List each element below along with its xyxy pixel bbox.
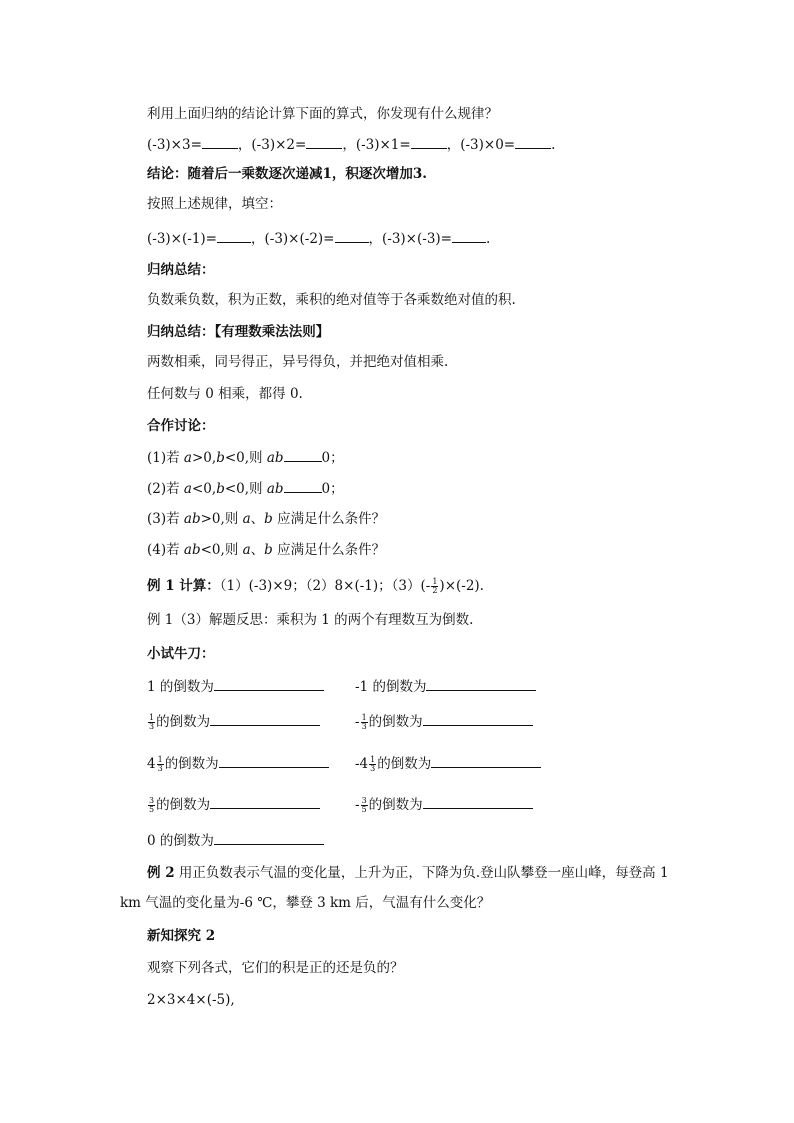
question-3: (3)若 ab>0,则 a、b 应满足什么条件？ — [147, 511, 386, 527]
recip-row-3: 4 $\frac{1}{3}$ 的倒数为 — [147, 753, 329, 774]
expr: (-3)×(-3)= — [382, 231, 452, 247]
answer-blank[interactable] — [284, 478, 322, 493]
answer-blank[interactable] — [214, 830, 324, 845]
answer-blank[interactable] — [202, 134, 238, 149]
fraction: $\frac{3}{5}$ — [149, 796, 155, 814]
conclusion: 结论：随着后一乘数逐次递减1，积逐次增加3. — [147, 166, 427, 182]
question-4: (4)若 ab<0,则 a、b 应满足什么条件？ — [147, 542, 386, 558]
fraction: $\frac{3}{5}$ — [361, 796, 367, 814]
answer-blank[interactable] — [219, 753, 329, 768]
question-1: (1)若 a>0,b<0,则 ab 0； — [147, 447, 344, 468]
exprs1-line: (-3)×3= ，(-3)×2= ，(-3)×1= ，(-3)×0= . — [147, 134, 555, 155]
discuss-title: 合作讨论： — [147, 418, 215, 434]
explore-question: 观察下列各式，它们的积是正的还是负的？ — [147, 960, 404, 976]
recip-row-4: $\frac{3}{5}$ 的倒数为 — [147, 794, 320, 815]
intro-text: 利用上面归纳的结论计算下面的算式，你发现有什么规律？ — [147, 106, 498, 122]
summary1-text: 负数乘负数，积为正数，乘积的绝对值等于各乘数绝对值的积. — [147, 292, 516, 308]
example-2: 例 2 用正负数表示气温的变化量，上升为正，下降为负.登山队攀登一座山峰，每登高 1 km 气温的变化量为-6 ℃，攀登 3 km 后，气温有什么变化？ — [120, 865, 669, 911]
answer-blank[interactable] — [210, 794, 320, 809]
recip-row-3b: -4 $\frac{1}{3}$ 的倒数为 — [355, 753, 541, 774]
fraction: $\frac{1}{3}$ — [157, 755, 163, 773]
exprs2-line: (-3)×(-1)= ，(-3)×(-2)= ，(-3)×(-3)= . — [147, 228, 490, 249]
expr: (-3)×(-1)= — [147, 231, 217, 247]
fill-prompt: 按照上述规律，填空： — [147, 196, 282, 212]
example-1-reflection: 例 1（3）解题反思：乘积为 1 的两个有理数互为倒数. — [147, 612, 474, 628]
recip-row-1: 1 的倒数为 — [147, 676, 324, 697]
explore-title: 新知探究 2 — [147, 928, 216, 944]
answer-blank[interactable] — [411, 134, 447, 149]
try-title: 小试牛刀： — [147, 646, 215, 662]
answer-blank[interactable] — [423, 711, 533, 726]
expr: (-3)×3= — [147, 137, 202, 153]
expr: (-3)×0= — [460, 137, 516, 153]
recip-row-2b: - $\frac{1}{3}$ 的倒数为 — [355, 711, 533, 732]
expr: (-3)×2= — [251, 137, 307, 153]
answer-blank[interactable] — [515, 134, 551, 149]
answer-blank[interactable] — [335, 228, 369, 243]
answer-blank[interactable] — [423, 794, 533, 809]
expr: (-3)×(-2)= — [264, 231, 335, 247]
summary2-title: 归纳总结：【有理数乘法法则】 — [147, 324, 330, 340]
question-2: (2)若 a<0,b<0,则 ab 0； — [147, 478, 344, 499]
fraction: $\frac{1}{2}$ — [432, 577, 438, 595]
example-1: 例 1 计算：（1）(-3)×9；（2）8×(-1)；（3）(- $\frac{1}{2}$ )×(-2). — [147, 577, 484, 595]
recip-row-4b: - $\frac{3}{5}$ 的倒数为 — [355, 794, 533, 815]
answer-blank[interactable] — [426, 676, 536, 691]
fraction: $\frac{1}{3}$ — [361, 713, 367, 731]
fraction: $\frac{1}{3}$ — [370, 755, 376, 773]
answer-blank[interactable] — [214, 676, 324, 691]
rule1: 两数相乘，同号得正，异号得负，并把绝对值相乘. — [147, 354, 449, 370]
explore-expression: 2×3×4×(-5), — [147, 992, 235, 1008]
fraction: $\frac{1}{3}$ — [149, 713, 155, 731]
answer-blank[interactable] — [431, 753, 541, 768]
rule2: 任何数与 0 相乘，都得 0. — [147, 386, 303, 402]
summary1-title: 归纳总结： — [147, 262, 215, 278]
recip-row-2: $\frac{1}{3}$ 的倒数为 — [147, 711, 320, 732]
answer-blank[interactable] — [306, 134, 342, 149]
expr: (-3)×1= — [355, 137, 411, 153]
answer-blank[interactable] — [210, 711, 320, 726]
answer-blank[interactable] — [217, 228, 251, 243]
answer-blank[interactable] — [452, 228, 486, 243]
answer-blank[interactable] — [284, 447, 322, 462]
recip-row-1b: -1 的倒数为 — [355, 676, 536, 697]
recip-row-5: 0 的倒数为 — [147, 830, 324, 851]
